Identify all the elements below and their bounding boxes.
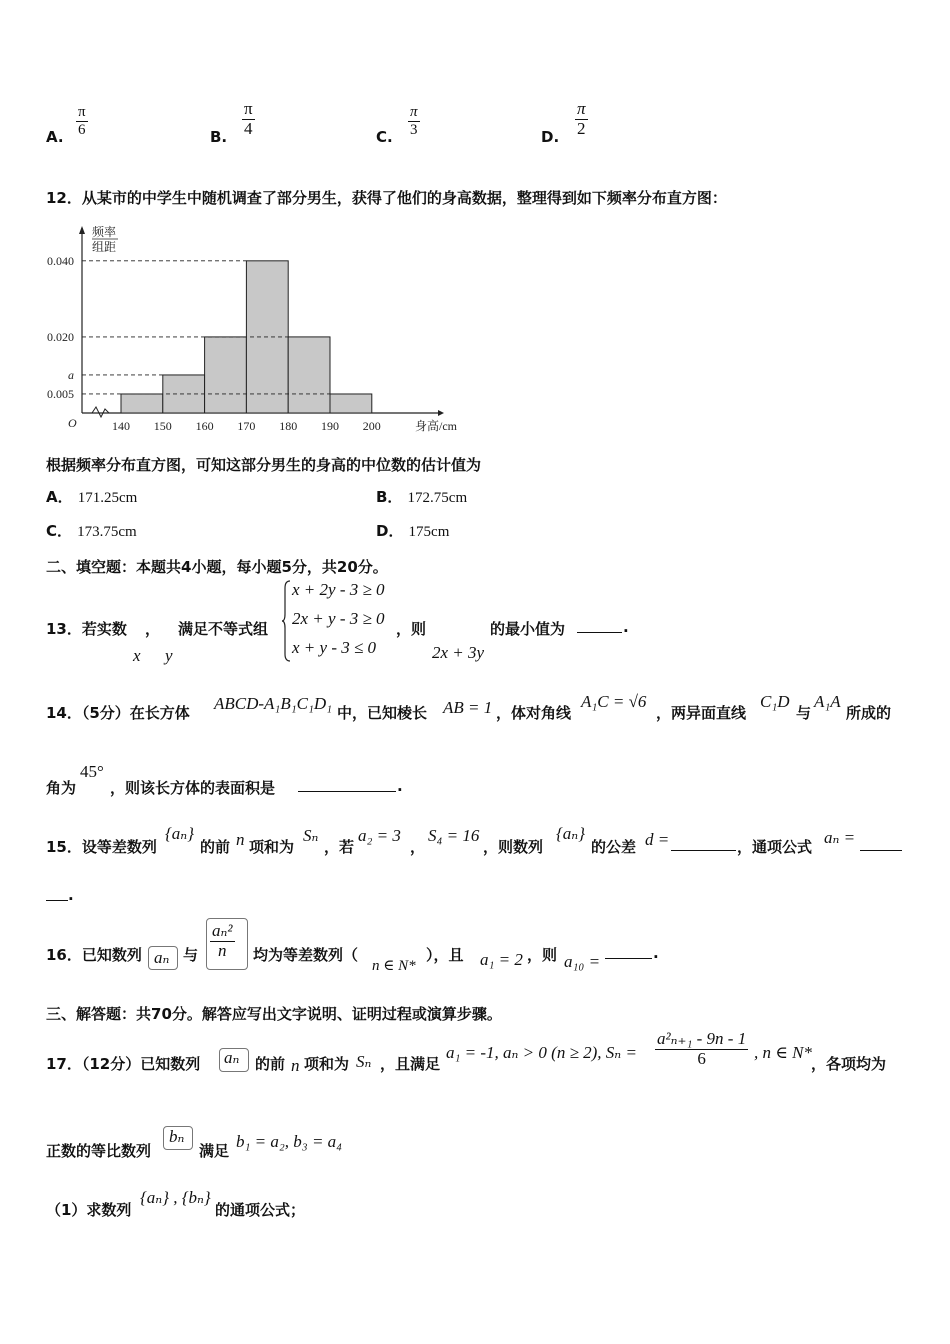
axis-break [92, 407, 109, 417]
histogram-chart [30, 222, 480, 444]
y-tick-0.005: 0.005 [47, 386, 74, 401]
q13-ineq-3: x + y - 3 ≤ 0 [292, 638, 377, 657]
q16-answer-blank[interactable] [605, 958, 652, 959]
q13-ineq-2: 2x + y - 3 ≥ 0 [292, 609, 385, 628]
q12-option-d[interactable]: D． 175cm [376, 522, 450, 540]
q14-box: ABCD-A₁B₁C₁D₁ [214, 694, 333, 713]
q12-stem: 12．从某市的中学生中随机调查了部分男生，获得了他们的身高数据，整理得到如下频率分布直方图： [46, 189, 727, 207]
x-tick-170: 170 [237, 419, 256, 433]
q12-option-a[interactable]: A． 171.25cm [46, 488, 138, 506]
y-tick-0.040: 0.040 [47, 253, 74, 268]
q12-option-b[interactable]: B． 172.75cm [376, 488, 468, 506]
x-axis-label: 身高/cm [415, 419, 457, 433]
q14-answer-blank[interactable] [298, 777, 396, 792]
y-label-bottom: 组距 [92, 240, 117, 254]
q17-frac: $\frac{\text{a²ₙ₊₁ - 9n - 1}}{6}$ [657, 1029, 747, 1068]
q17-part1-seqs: {aₙ} , {bₙ} [140, 1188, 211, 1207]
section-3-heading: 三、解答题：共70分。解答应写出文字说明、证明过程或演算步骤。 [46, 1005, 502, 1023]
x-tick-140: 140 [112, 419, 130, 433]
q16-frac: $\frac{\text{aₙ²}}{n}$ [212, 921, 233, 960]
q17-seqb: bₙ [169, 1127, 185, 1146]
x-tick-150: 150 [153, 419, 172, 433]
bar-190-200 [330, 394, 372, 413]
q15-an-blank-2[interactable] [46, 886, 68, 901]
x-tick-190: 190 [321, 419, 339, 433]
y-axis-arrow [79, 226, 85, 234]
q14-angle: 45° [80, 762, 104, 781]
origin-label: O [68, 416, 77, 430]
q12-option-c[interactable]: C． 173.75cm [46, 522, 137, 540]
y-tick-a: a [68, 367, 74, 382]
q16-seq: aₙ [154, 948, 170, 967]
x-axis-arrow [438, 410, 444, 416]
bar-180-190 [288, 337, 330, 413]
x-tick-160: 160 [195, 419, 214, 433]
x-tick-200: 200 [362, 419, 381, 433]
q15-an-blank-1[interactable] [860, 836, 902, 851]
q13-expr: 2x + 3y [432, 643, 485, 662]
q13-var-y: y [165, 646, 173, 665]
q15-seq-2: {aₙ} [556, 824, 585, 843]
q13-ineq-1: x + 2y - 3 ≥ 0 [292, 580, 385, 599]
bar-160-170 [205, 337, 247, 413]
q15-seq: {aₙ} [165, 824, 194, 843]
x-tick-180: 180 [279, 419, 298, 433]
y-tick-0.020: 0.020 [47, 329, 74, 344]
q13-var-x: x [133, 646, 141, 665]
section-2-heading: 二、填空题：本题共4小题，每小题5分，共20分。 [46, 558, 388, 576]
q17-part1-label: （1）求数列 [46, 1201, 132, 1219]
q13-left-brace [281, 580, 291, 662]
bar-140-150 [121, 394, 163, 413]
q17-seq: aₙ [224, 1048, 240, 1067]
q13-answer-blank[interactable] [577, 618, 622, 633]
y-label-top: 频率 [92, 225, 117, 239]
q12-question: 根据频率分布直方图，可知这部分男生的身高的中位数的估计值为 [46, 456, 482, 474]
q15-d-blank[interactable] [671, 836, 736, 851]
